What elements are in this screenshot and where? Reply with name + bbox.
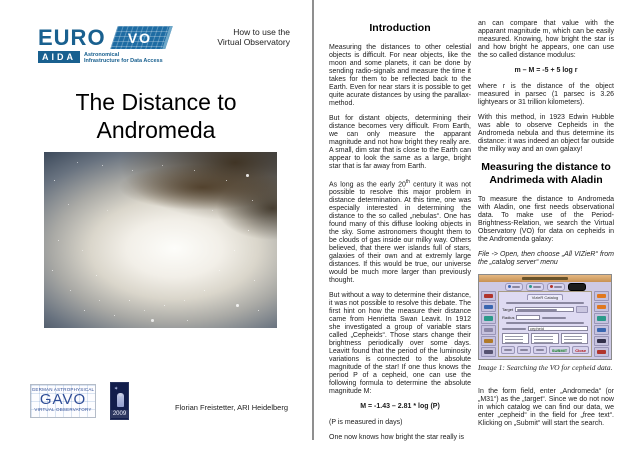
wavelength-list (502, 333, 529, 344)
server-tab-button (594, 302, 609, 312)
toolbar-button (568, 283, 586, 291)
vo-flag-icon: VO (110, 26, 172, 49)
paragraph: To measure the distance to Andromeda with Aladin, one first needs observational data. To make use of the Period-Brightness-Relation, we search the Virtual Observatory (VO) for data on cepheids in the Andromenda galaxy: (478, 196, 614, 243)
star-field (44, 152, 45, 153)
content-page (314, 0, 623, 440)
dialog-title-text (522, 277, 568, 280)
paragraph: With this method, in 1923 Edwin Hubble was able to observe Cepheids in the Andromeda nebula and thus determine its distance: it was indeed an object far outside the milky way and an own galaxy! (478, 114, 614, 153)
star-icon: ✶ (114, 386, 119, 392)
close-button: Close (572, 346, 589, 354)
server-tab-button (481, 325, 496, 335)
free-text-label (502, 328, 526, 330)
server-tab-button (481, 291, 496, 301)
howto-header: How to use the Virtual Observatory (217, 27, 290, 47)
dialog-titlebar (479, 275, 611, 282)
paragraph: Measuring the distances to other celestial objects is difficult. For near objects, like the moon and some planets, it can be done by sending radio-signals and measure the time it takes for them to be reflected back to the Earth. Even for near stars it is possible to get quite acurate distances by using the parallax-method. (329, 44, 471, 107)
server-tab-button (594, 291, 609, 301)
reset-button (501, 346, 515, 354)
vizier-form (498, 291, 592, 357)
server-tab-button (594, 325, 609, 335)
distance-modulus-formula: m – M = -5 + 5 log r (514, 67, 578, 74)
paragraph: But for distant objects, determining their distance becomes very difficult. From Earth, we can only measure the apparant magnitude and not how bright they really are. A small, dim star that is close to the Earth can appear to look the same as a large, bright star that is far away from Earth. (329, 115, 471, 170)
toolbar-button (505, 283, 523, 291)
magnitude-formula: M = -1.43 – 2.81 * log (P) (360, 403, 440, 411)
paragraph: an can compare that value with the apparant magnitude m, which can be easily measured. Knowing, how bright the star is and how bright he appears, one can use the so called distance modulus: (478, 20, 614, 59)
text-column-1 (329, 20, 471, 449)
document-title: The Distance to Andromeda (75, 89, 237, 143)
author-credit: Florian Freistetter, ARI Heidelberg (175, 403, 288, 412)
server-tab-button (594, 347, 609, 357)
cover-page (0, 0, 312, 440)
server-tabs-right (594, 291, 609, 357)
paragraph: In the form field, enter „Andromeda“ (or „M31“) as the „target“. Since we do not now in which catalog we can find our data, we enter „cepheid“ in the field for „free text“. Klicking on „Submit“ will start the search. (478, 388, 614, 427)
toolbar-button (526, 283, 544, 291)
toolbar-button (547, 283, 565, 291)
server-tab-button (481, 302, 496, 312)
grab-button (576, 306, 588, 313)
form-hint-text (506, 302, 583, 304)
euro-logo-text: EURO (38, 24, 106, 50)
section-heading-measuring: Measuring the distance to Andrimeda with Aladin (481, 161, 611, 186)
server-tab-button (481, 313, 496, 323)
paragraph: One now knows how bright the star really is (329, 434, 465, 442)
paragraph: where r is the distance of the object measured in parsec (1 parsec is 3.26 lightyears or 31 trillion kilometers). (478, 83, 614, 106)
logo-tagline: Astronomical Infrastructure for Data Access (84, 52, 163, 64)
radius-input (516, 315, 540, 320)
aida-logo-text: AIDA (38, 51, 80, 63)
astronomy-list (561, 333, 588, 344)
submit-button: SUBMIT (549, 346, 570, 354)
server-tab-button (481, 336, 496, 346)
target-input (515, 307, 574, 312)
andromeda-galaxy-image (44, 152, 277, 328)
filter-lists (502, 333, 588, 344)
help-button (533, 346, 547, 354)
text-column-2 (478, 20, 614, 435)
server-tab-button (481, 347, 496, 357)
clear-button (517, 346, 531, 354)
server-tab-button (594, 313, 609, 323)
menu-instruction: File -> Open, then choose „All VIZieR“ from the „catalog server“ menu (478, 251, 614, 266)
iya2009-badge: ✶ 2009 (110, 382, 129, 420)
radius-label: Radius (502, 315, 515, 320)
target-label: Target (502, 307, 514, 312)
vizier-tab: VizieR Catalog (527, 294, 563, 300)
stargazer-figure-icon (117, 393, 124, 407)
paragraph: (P is measured in days) (329, 419, 403, 427)
aladin-server-selector-screenshot (478, 274, 612, 360)
dialog-toolbar (479, 282, 611, 291)
dialog-buttons (502, 346, 588, 354)
mission-list (531, 333, 558, 344)
gavo-logo: GERMAN ASTROPHYSICAL GAVO VIRTUAL OBSERVATORY (30, 384, 96, 418)
paragraph: As long as the early 20th century it was not possible to resolve this major problem in distance determination. At this time, one was especially interested in determining the distance to the so called „nebulas“. One has found many of this diffuse looking objects in the sky. Some astronomers thought them to be clouds of gas inside our milky way. Others believed, that there wer islands full of stars, galaxies of their own and at extremly large distances. If this would be true, our universe would be much more larger than previously thought. (329, 179, 471, 285)
free-text-input: cepheid (528, 326, 588, 331)
eurovo-logo (38, 26, 208, 64)
form-hint-text (506, 322, 583, 324)
section-heading-introduction: Introduction (369, 22, 431, 34)
server-tab-button (594, 336, 609, 346)
server-tabs-left (481, 291, 496, 357)
paragraph: But without a way to determine their distance, it was not possible to resolve this debate. The first hint on how the measure their distance came from Henrietta Swan Leavit. In 1912 she investigated a group of variable stars called „Cepheids“. Those stars change their brightness periodically over some days. Leavitt found that the period of the luminosity variations is connected to the absolute magnitude of the star! If one thus knows the period P of a cepheid, one can use the following formula to determine the absolute magnitude M: (329, 292, 471, 396)
form-text (542, 317, 566, 319)
image-caption: Image 1: Searching the VO for cepheid data. (478, 363, 613, 372)
